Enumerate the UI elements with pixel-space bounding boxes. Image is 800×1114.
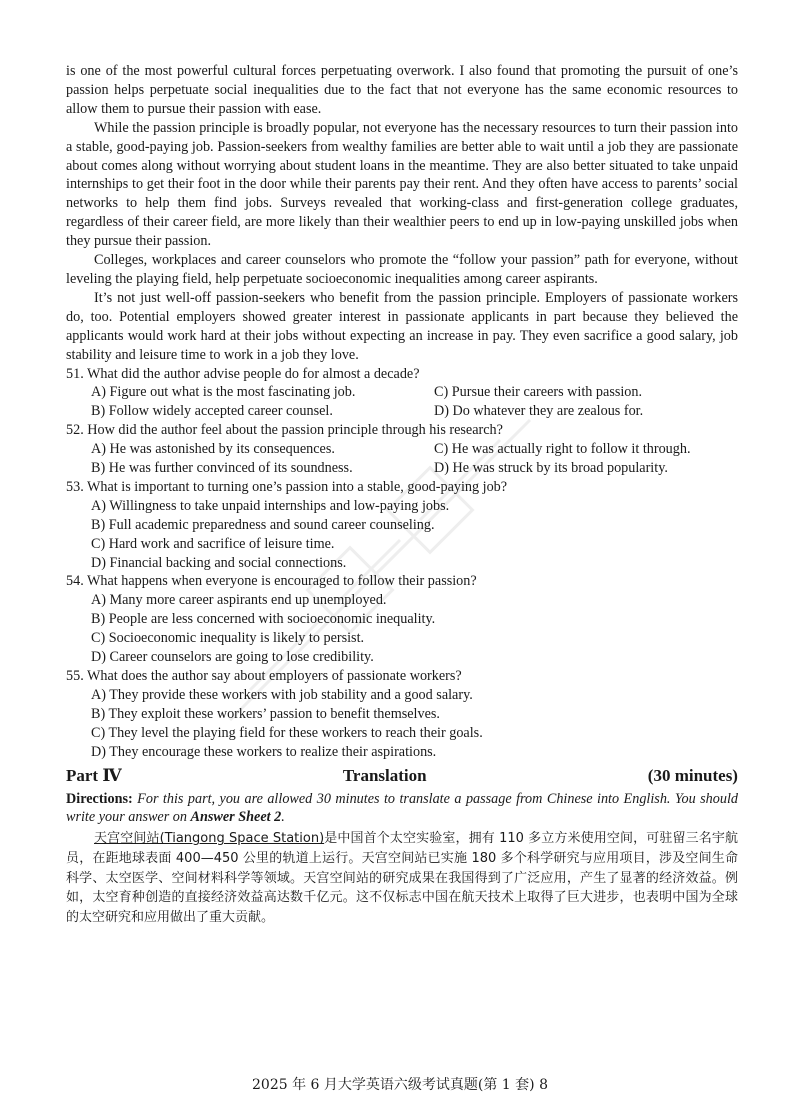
option-b[interactable]: B) He was further convinced of its soundness. xyxy=(91,460,353,477)
option-d[interactable]: D) He was struck by its broad popularity. xyxy=(434,460,668,477)
question-stem: 51. What did the author advise people do for almost a decade? xyxy=(66,365,420,382)
option-a[interactable]: A) They provide these workers with job stability and a good salary. xyxy=(91,686,473,703)
option-b[interactable]: B) People are less concerned with socioeconomic inequality. xyxy=(91,611,436,628)
passage-paragraph: While the passion principle is broadly popular, not everyone has the necessary resources to turn their passion into a stable, good-paying job. Passion-seekers from wealthy families are better able to wait until a job they are passionate about comes along without worrying about student loans in the meantime. They are also better situated to take unpaid internships to get their foot in the door while their parents pay their rent. And they often have access to parents’ social networks to help them find jobs. Surveys revealed that working-class and first-generation college graduates, regardless of their career field, are more likely than their wealthier peers to end up in low-paying unskilled jobs when they pursue their passion. xyxy=(66,119,738,250)
option-c[interactable]: C) Hard work and sacrifice of leisure time. xyxy=(91,535,335,552)
option-c[interactable]: C) Pursue their careers with passion. xyxy=(434,384,643,401)
option-c[interactable]: C) Socioeconomic inequality is likely to persist. xyxy=(91,630,365,647)
option-c[interactable]: C) They level the playing field for these workers to reach their goals. xyxy=(91,724,483,741)
question-stem: 54. What happens when everyone is encouraged to follow their passion? xyxy=(66,573,477,590)
directions-text: For this part, you are allowed 30 minutes to translate a passage from Chinese into English. You should write your answer on xyxy=(66,790,738,826)
part-number: Part Ⅳ xyxy=(66,765,122,785)
option-d[interactable]: D) Financial backing and social connections. xyxy=(91,554,347,571)
question-53 xyxy=(66,478,738,573)
question-55 xyxy=(66,667,738,762)
question-stem: 55. What does the author say about employers of passionate workers? xyxy=(66,668,462,684)
option-a[interactable]: A) He was astonished by its consequences. xyxy=(91,441,335,458)
directions xyxy=(66,790,738,828)
question-52 xyxy=(66,421,738,478)
directions-end: . xyxy=(281,809,285,826)
part-time: (30 minutes) xyxy=(647,765,738,785)
option-d[interactable]: D) They encourage these workers to realize their aspirations. xyxy=(91,743,437,760)
exam-page xyxy=(66,62,738,927)
question-51 xyxy=(66,365,738,422)
option-d[interactable]: D) Do whatever they are zealous for. xyxy=(434,403,644,420)
option-b[interactable]: B) They exploit these workers’ passion to benefit themselves. xyxy=(91,705,440,722)
question-stem: 53. What is important to turning one’s passion into a stable, good-paying job? xyxy=(66,478,508,495)
answer-sheet-label: Answer Sheet 2 xyxy=(190,809,282,826)
option-c[interactable]: C) He was actually right to follow it through. xyxy=(434,441,691,458)
option-a[interactable]: A) Willingness to take unpaid internships and low-paying jobs. xyxy=(91,497,450,514)
chinese-passage xyxy=(66,829,738,927)
part-title: Translation xyxy=(342,765,427,785)
option-a[interactable]: A) Figure out what is the most fascinating job. xyxy=(91,384,356,401)
passage-paragraph: It’s not just well-off passion-seekers who benefit from the passion principle. Employers of passionate workers do, too. Potential employers showed greater interest in passionate applicants in part because they believed the applicants would work hard at their jobs without expecting an increase in pay. They even sacrifice a good salary, job stability and leisure time to work in a job they love. xyxy=(66,289,738,363)
option-b[interactable]: B) Follow widely accepted career counsel. xyxy=(91,403,333,420)
question-stem: 52. How did the author feel about the passion principle through his research? xyxy=(66,422,503,439)
part-header xyxy=(66,767,738,789)
passage-paragraph: is one of the most powerful cultural forces perpetuating overwork. I also found that promoting the pursuit of one’s passion helps perpetuate social inequalities due to the fact that not everyone has the same economic resources to allow them to pursue their passion with ease. xyxy=(66,63,738,117)
directions-label: Directions: xyxy=(66,790,133,807)
question-54 xyxy=(66,572,738,667)
page-footer: 2025 年 6 月大学英语六级考试真题(第 1 套) 8 xyxy=(252,1077,548,1093)
option-b[interactable]: B) Full academic preparedness and sound career counseling. xyxy=(91,516,435,533)
chinese-passage-lead: 天宫空间站(Tiangong Space Station) xyxy=(94,831,325,847)
option-d[interactable]: D) Career counselors are going to lose credibility. xyxy=(91,649,374,666)
option-a[interactable]: A) Many more career aspirants end up unemployed. xyxy=(91,592,387,609)
chinese-passage-text: 是中国首个太空实验室，拥有 110 多立方米使用空间，可驻留三名宇航员，在距地球表面 400—450 公里的轨道上运行。天宫空间站已实施 180 多个科学研究与应用项目，涉及空间生命科学、太空医学、空间材料科学等领域。天宫空间站的研究成果在我国得到了广泛应用，产生了显著的经济效益。例如，太空育种创造的直接经济效益高达数千亿元。这不仅标志中国在航天技术上取得了巨大进步，也表明中国为全球的太空研究和应用做出了重大贡献。 xyxy=(66,831,739,925)
passage-paragraph: Colleges, workplaces and career counselors who promote the “follow your passion” path for everyone, without leveling the playing field, help perpetuate socioeconomic inequalities among career aspirants. xyxy=(66,252,738,287)
